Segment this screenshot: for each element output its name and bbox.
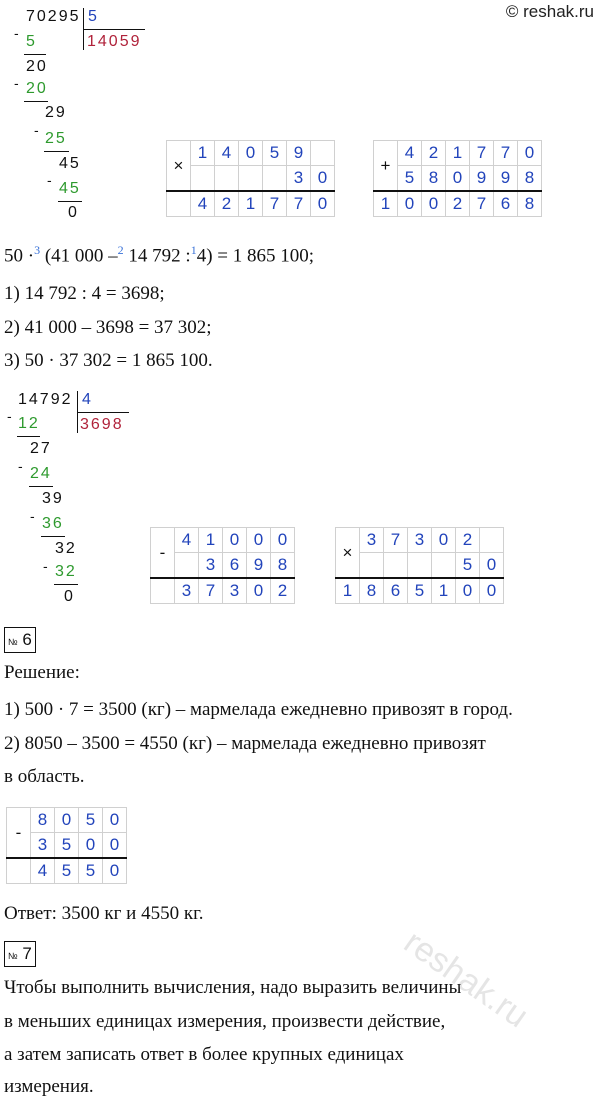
- dividend: 70295: [26, 8, 81, 25]
- quotient: 3698: [80, 416, 124, 433]
- step: 20: [26, 58, 48, 75]
- quotient: 14059: [87, 33, 142, 50]
- divisor: 5: [88, 8, 99, 25]
- solution-step: 3) 50 · 37 302 = 1 865 100.: [4, 350, 213, 371]
- solution-step: 1) 500 · 7 = 3500 (кг) – мармелада ежедневно привозят в город.: [4, 699, 513, 720]
- subtraction-grid-1: - 4 1 0 0 0 3 6 9 8 3 7 3 0 2: [150, 527, 295, 604]
- solution-step: 2) 8050 – 3500 = 4550 (кг) – мармелада ежедневно привозят: [4, 733, 486, 754]
- step: 25: [45, 130, 67, 147]
- multiplication-grid-2: × 3 7 3 0 2 5 0 1 8 6 5 1 0 0: [335, 527, 504, 604]
- step: 45: [59, 155, 81, 172]
- diagonal-watermark: reshak.ru: [397, 922, 536, 1036]
- divisor: 4: [82, 391, 93, 408]
- solution-step: 1) 14 792 : 4 = 3698;: [4, 283, 165, 304]
- task-number-6: № 6: [4, 627, 36, 653]
- step: 5: [26, 33, 37, 50]
- step: 24: [30, 465, 52, 482]
- step: 0: [68, 204, 79, 221]
- answer: Ответ: 3500 кг и 4550 кг.: [4, 903, 204, 924]
- text-line: измерения.: [4, 1076, 94, 1097]
- text-line: а затем записать ответ в более крупных единицах: [4, 1044, 404, 1065]
- step: 36: [42, 515, 64, 532]
- expression: 50 ·$^3$ (41 000 –$^2$ 14 792 :$^1$4) = 1 865 100;: [4, 243, 315, 267]
- watermark: © reshak.ru: [505, 2, 594, 21]
- step: 20: [26, 80, 48, 97]
- text-line: в меньших единицах измерения, произвести действие,: [4, 1011, 446, 1032]
- subtraction-grid-2: - 8 0 5 0 3 5 0 0 4 5 5 0: [6, 807, 127, 884]
- addition-grid-1: + 4 2 1 7 7 0 5 8 0 9 9 8 1 0 0 2 7 6 8: [373, 140, 542, 217]
- step: 27: [30, 440, 52, 457]
- step: 29: [45, 104, 67, 121]
- multiplication-grid-1: × 1 4 0 5 9 3 0 4 2 1 7 7 0: [166, 140, 335, 217]
- step: 12: [18, 415, 40, 432]
- solution-step: в область.: [4, 766, 85, 787]
- solution-step: 2) 41 000 – 3698 = 37 302;: [4, 317, 212, 338]
- step: 32: [55, 540, 77, 557]
- dividend: 14792: [18, 391, 73, 408]
- solution-heading: Решение:: [4, 662, 80, 683]
- step: 32: [55, 563, 77, 580]
- step: 0: [64, 588, 75, 605]
- task-number-7: № 7: [4, 941, 36, 967]
- step: 45: [59, 180, 81, 197]
- step: 39: [42, 490, 64, 507]
- text-line: Чтобы выполнить вычисления, надо выразить величины: [4, 977, 462, 998]
